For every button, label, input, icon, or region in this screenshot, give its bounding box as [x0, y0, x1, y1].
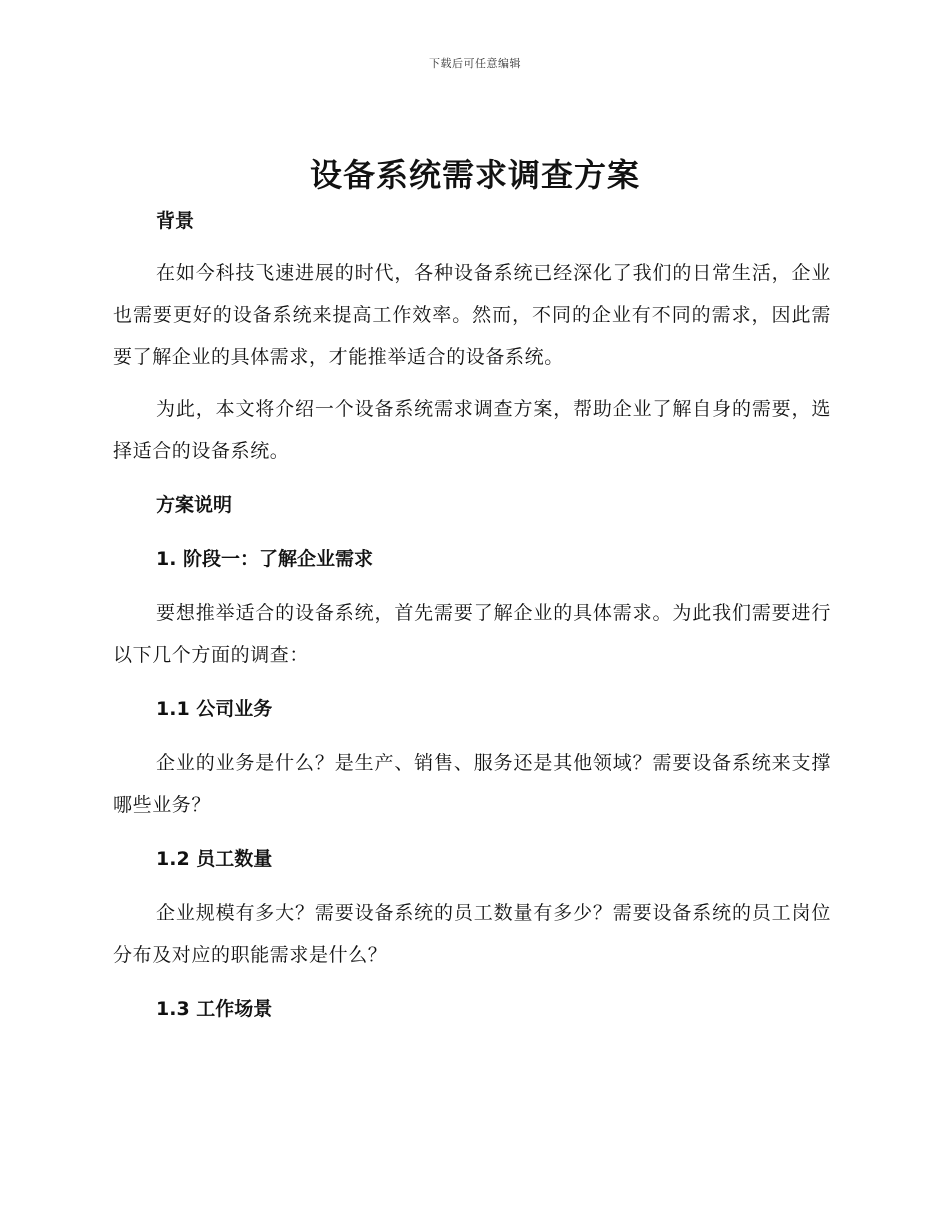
- paragraph-background-2: 为此，本文将介绍一个设备系统需求调查方案，帮助企业了解自身的需要，选择适合的设备系统。: [113, 398, 831, 462]
- document-title: 设备系统需求调查方案: [309, 156, 640, 194]
- section-heading-1-3: 1.3 工作场景: [156, 998, 273, 1020]
- paragraph-1-2: 企业规模有多大？需要设备系统的员工数量有多少？需要设备系统的员工岗位分布及对应的职能需求是什么？: [113, 902, 831, 966]
- header-note: 下载后可任意编辑: [429, 57, 521, 70]
- section-heading-1-1: 1.1 公司业务: [156, 698, 273, 720]
- section-heading-stage1: 1. 阶段一：了解企业需求: [156, 548, 374, 570]
- section-heading-background: 背景: [156, 210, 195, 232]
- paragraph-stage1: 要想推举适合的设备系统，首先需要了解企业的具体需求。为此我们需要进行以下几个方面的调查：: [113, 602, 831, 666]
- paragraph-1-1: 企业的业务是什么？是生产、销售、服务还是其他领域？需要设备系统来支撑哪些业务？: [113, 752, 831, 816]
- paragraph-background-1: 在如今科技飞速进展的时代，各种设备系统已经深化了我们的日常生活，企业也需要更好的设备系统来提高工作效率。然而，不同的企业有不同的需求，因此需要了解企业的具体需求，才能推举适合的设备系统。: [113, 262, 831, 368]
- section-heading-1-2: 1.2 员工数量: [156, 848, 273, 870]
- document-body: [113, 200, 831, 1030]
- section-heading-plan: 方案说明: [156, 494, 233, 516]
